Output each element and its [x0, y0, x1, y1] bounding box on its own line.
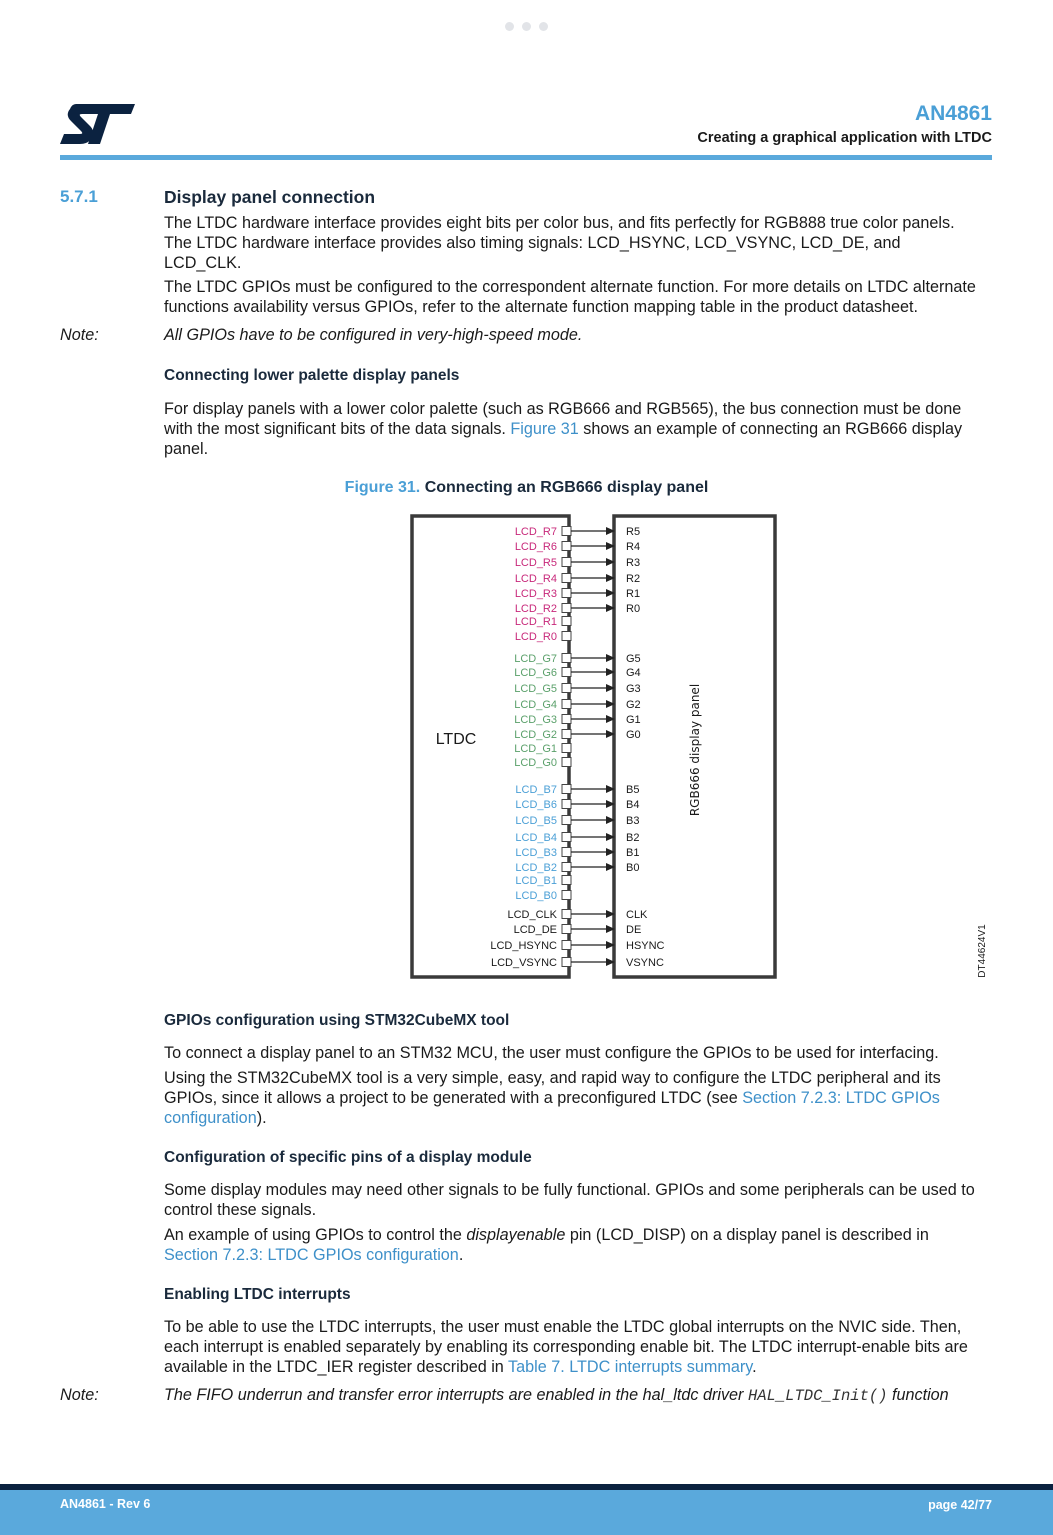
text-span: pin (LCD_DISP) on a display panel is described in [565, 1226, 929, 1244]
signal-row-lcd-b5 [515, 815, 639, 827]
signal-row-lcd-de [514, 924, 642, 936]
signal-source-label: LCD_G5 [514, 683, 557, 695]
code-hal-ltdc-init: HAL_LTDC_Init() [747, 1387, 888, 1405]
signal-source-label: LCD_G3 [514, 714, 557, 726]
pin-box [562, 604, 571, 613]
signal-row-lcd-g4 [514, 699, 640, 711]
text-span: function [887, 1386, 949, 1404]
signal-dest-label: G3 [626, 683, 641, 695]
signal-source-label: LCD_B2 [515, 862, 557, 874]
signal-source-label: LCD_G1 [514, 743, 557, 755]
signal-row-lcd-g6 [514, 667, 640, 679]
text-line [164, 1225, 994, 1245]
pin-box [562, 730, 571, 739]
heading-interrupts: Enabling LTDC interrupts [164, 1286, 351, 1303]
signal-dest-label: R4 [626, 541, 641, 553]
st-logo [60, 104, 136, 151]
signal-source-label: LCD_VSYNC [490, 957, 557, 969]
signal-row-lcd-r5 [515, 557, 640, 569]
signal-row-lcd-b3 [515, 847, 639, 859]
pin-box [562, 800, 571, 809]
pin-box [562, 715, 571, 724]
pin-box [562, 910, 571, 919]
signal-dest-label: R3 [626, 557, 641, 569]
signal-row-lcd-g3 [514, 714, 640, 726]
pin-box [562, 574, 571, 583]
figure-caption [0, 479, 1053, 497]
pin-box [562, 684, 571, 693]
pin-box [562, 617, 571, 626]
signal-source-label: LCD_R3 [514, 588, 557, 600]
signal-source-label: LCD_DE [513, 924, 557, 936]
text-line: functions availability versus GPIOs, refer to the alternate function mapping table in the product datasheet. [164, 298, 919, 316]
figure-id: DT44624V1 [977, 924, 988, 978]
figure-31-link[interactable]: Figure 31 [510, 420, 579, 438]
signal-source-label: LCD_G4 [514, 699, 557, 711]
text-line: control these signals. [164, 1201, 317, 1219]
signal-row-lcd-g1 [514, 743, 571, 755]
st-logo-mark [60, 104, 136, 146]
doc-id: AN4861 [914, 102, 992, 125]
signal-row-lcd-clk [507, 909, 648, 921]
signal-source-label: LCD_R2 [514, 603, 557, 615]
pin-box [562, 758, 571, 767]
ltdc-label: LTDC [435, 731, 477, 748]
signal-source-label: LCD_B0 [515, 890, 557, 902]
signal-source-label: LCD_B6 [515, 799, 557, 811]
pin-box [562, 848, 571, 857]
signal-dest-label: G5 [626, 653, 641, 665]
signal-row-lcd-r2 [515, 603, 640, 615]
signal-source-label: LCD_B4 [515, 832, 557, 844]
footer-bar [0, 1490, 1053, 1535]
pin-box [562, 833, 571, 842]
signal-dest-label: B1 [626, 847, 640, 859]
para-specific-pins [164, 1180, 994, 1220]
text-span: The FIFO underrun and transfer error interrupts are enabled in the hal_ltdc driver [164, 1386, 748, 1404]
text-span: . [458, 1246, 464, 1264]
text-line [164, 1245, 994, 1265]
table-7-link[interactable]: Table 7. LTDC interrupts summary [508, 1358, 753, 1376]
para-bus-interface [164, 213, 994, 273]
signal-dest-label: DE [626, 924, 642, 936]
text-emphasis: displayenable [466, 1226, 566, 1244]
pin-box [562, 700, 571, 709]
signal-source-label: LCD_B7 [515, 784, 557, 796]
signal-row-lcd-r0 [515, 631, 571, 643]
text-span: . [752, 1358, 757, 1376]
text-line: each interrupt is enabled separately by enabling its corresponding enable bit. The LTDC interrupt-enable bits are [164, 1338, 968, 1356]
signal-dest-label: R2 [626, 573, 641, 585]
signal-row-lcd-b6 [515, 799, 639, 811]
signal-row-lcd-g7 [514, 653, 640, 665]
pin-box [562, 941, 571, 950]
para-gpio-alternate [164, 277, 994, 317]
pin-box [562, 632, 571, 641]
signal-source-label: LCD_G0 [514, 757, 557, 769]
text-line: Some display modules may need other signals to be fully functional. GPIOs and some peripherals can be used to [164, 1181, 975, 1199]
pin-box [562, 668, 571, 677]
heading-lower-palette: Connecting lower palette display panels [164, 367, 460, 384]
pin-box [562, 785, 571, 794]
heading-specific-pins: Configuration of specific pins of a display module [164, 1149, 532, 1166]
signal-dest-label: G4 [626, 667, 641, 679]
signal-row-lcd-b7 [515, 784, 639, 796]
text-span: GPIOs, since it allows a project to be generated with a preconfigured LTDC (see [164, 1089, 743, 1107]
signal-dest-label: G2 [626, 699, 641, 711]
figure-number: Figure 31. [344, 479, 421, 496]
text-line [164, 1357, 994, 1377]
text-line [164, 1088, 994, 1108]
pin-box [562, 542, 571, 551]
signal-row-lcd-g5 [514, 683, 640, 695]
text-line: panel. [164, 440, 209, 458]
signal-row-lcd-b4 [515, 832, 639, 844]
signal-source-label: LCD_B1 [515, 875, 557, 887]
signal-row-lcd-r1 [515, 616, 571, 628]
signal-dest-label: B3 [626, 815, 640, 827]
signal-row-lcd-b2 [515, 862, 639, 874]
text-line: To be able to use the LTDC interrupts, the user must enable the LTDC global interrupts on the NVIC side. Then, [164, 1318, 962, 1336]
note-label-2: Note: [60, 1386, 99, 1404]
signal-source-label: LCD_CLK [507, 909, 557, 921]
signal-dest-label: G1 [626, 714, 641, 726]
note-label: Note: [60, 326, 99, 344]
signal-row-lcd-r3 [515, 588, 640, 600]
text-line: LCD_CLK. [164, 254, 242, 272]
text-span: shows an example of connecting an RGB666 display [578, 420, 963, 438]
pin-box [562, 654, 571, 663]
text-line: The LTDC hardware interface provides also timing signals: LCD_HSYNC, LCD_VSYNC, LCD_DE, and [164, 234, 901, 252]
section-number: 5.7.1 [60, 187, 98, 206]
text-span: available in the LTDC_IER register described in [164, 1358, 509, 1376]
para-interrupts [164, 1317, 994, 1377]
signal-row-lcd-g0 [514, 757, 571, 769]
signal-source-label: LCD_G2 [514, 729, 557, 741]
signal-source-label: LCD_G7 [514, 653, 557, 665]
pin-box [562, 744, 571, 753]
signal-dest-label: G0 [626, 729, 641, 741]
signal-source-label: LCD_R4 [514, 573, 557, 585]
pin-box [562, 958, 571, 967]
signal-dest-label: HSYNC [626, 940, 665, 952]
pin-box [562, 876, 571, 885]
signal-row-lcd-b1 [515, 875, 571, 887]
signal-source-label: LCD_B3 [515, 847, 557, 859]
text-span: with the most significant bits of the data signals. [164, 420, 511, 438]
section-7-2-3-link-cont[interactable]: configuration [164, 1109, 257, 1127]
section-title: Display panel connection [164, 187, 376, 207]
signal-dest-label: R0 [626, 603, 641, 615]
signal-dest-label: R1 [626, 588, 641, 600]
para-gpio-connect: To connect a display panel to an STM32 MCU, the user must configure the GPIOs to be used for interfacing. [164, 1044, 939, 1062]
text-line: For display panels with a lower color palette (such as RGB666 and RGB565), the bus connection must be done [164, 400, 962, 418]
para-displayenable [164, 1225, 994, 1265]
signal-source-label: LCD_R0 [514, 631, 557, 643]
display-panel-label: RGB666 display panel [688, 683, 702, 817]
pin-box [562, 527, 571, 536]
rgb666-connection-diagram [0, 505, 1053, 985]
heading-gpio-cubemx: GPIOs configuration using STM32CubeMX tool [164, 1012, 510, 1029]
signal-row-lcd-r4 [515, 573, 640, 585]
signal-source-label: LCD_R5 [514, 557, 557, 569]
text-line [164, 1108, 994, 1128]
signal-source-label: LCD_R7 [514, 526, 557, 538]
note-fifo-underrun [164, 1386, 1004, 1405]
para-lower-palette [164, 399, 994, 459]
text-span: ). [256, 1109, 267, 1127]
signal-source-label: LCD_HSYNC [490, 940, 557, 952]
footer-doc-rev: AN4861 - Rev 6 [60, 1497, 151, 1511]
signal-layer [490, 526, 664, 969]
pin-box [562, 925, 571, 934]
figure-title: Connecting an RGB666 display panel [424, 479, 709, 496]
signal-dest-label: B0 [626, 862, 640, 874]
signal-dest-label: R5 [626, 526, 641, 538]
note-gpio-speed: All GPIOs have to be configured in very-high-speed mode. [164, 326, 583, 344]
text-line: The LTDC GPIOs must be configured to the correspondent alternate function. For more details on LTDC alternate [164, 278, 976, 296]
text-line: Using the STM32CubeMX tool is a very simple, easy, and rapid way to configure the LTDC peripheral and its [164, 1069, 941, 1087]
signal-dest-label: B2 [626, 832, 640, 844]
signal-row-lcd-hsync [490, 940, 664, 952]
signal-dest-label: B4 [626, 799, 640, 811]
text-line [164, 419, 994, 439]
signal-row-lcd-g2 [514, 729, 640, 741]
signal-row-lcd-b0 [515, 890, 571, 902]
signal-row-lcd-r7 [515, 526, 640, 538]
pin-box [562, 816, 571, 825]
signal-dest-label: CLK [626, 909, 648, 921]
signal-source-label: LCD_R1 [514, 616, 557, 628]
text-span: An example of using GPIOs to control the [164, 1226, 467, 1244]
signal-row-lcd-r6 [515, 541, 640, 553]
signal-source-label: LCD_B5 [515, 815, 557, 827]
signal-row-lcd-vsync [491, 957, 664, 969]
section-7-2-3-link-2[interactable]: Section 7.2.3: LTDC GPIOs configuration [164, 1246, 459, 1264]
signal-dest-label: VSYNC [626, 957, 664, 969]
pin-box [562, 589, 571, 598]
section-7-2-3-link[interactable]: Section 7.2.3: LTDC GPIOs [742, 1089, 940, 1107]
doc-title: Creating a graphical application with LTDC [697, 130, 992, 146]
text-line: The LTDC hardware interface provides eight bits per color bus, and fits perfectly for RGB888 true color panels. [164, 214, 955, 232]
pin-box [562, 863, 571, 872]
pin-box [562, 891, 571, 900]
window-dots [505, 18, 556, 36]
header-rule [60, 155, 992, 160]
signal-dest-label: B5 [626, 784, 640, 796]
signal-source-label: LCD_G6 [514, 667, 557, 679]
signal-source-label: LCD_R6 [514, 541, 557, 553]
footer-page-number: page 42/77 [928, 1498, 992, 1512]
pin-box [562, 558, 571, 567]
para-cubemx-tool [164, 1068, 994, 1128]
